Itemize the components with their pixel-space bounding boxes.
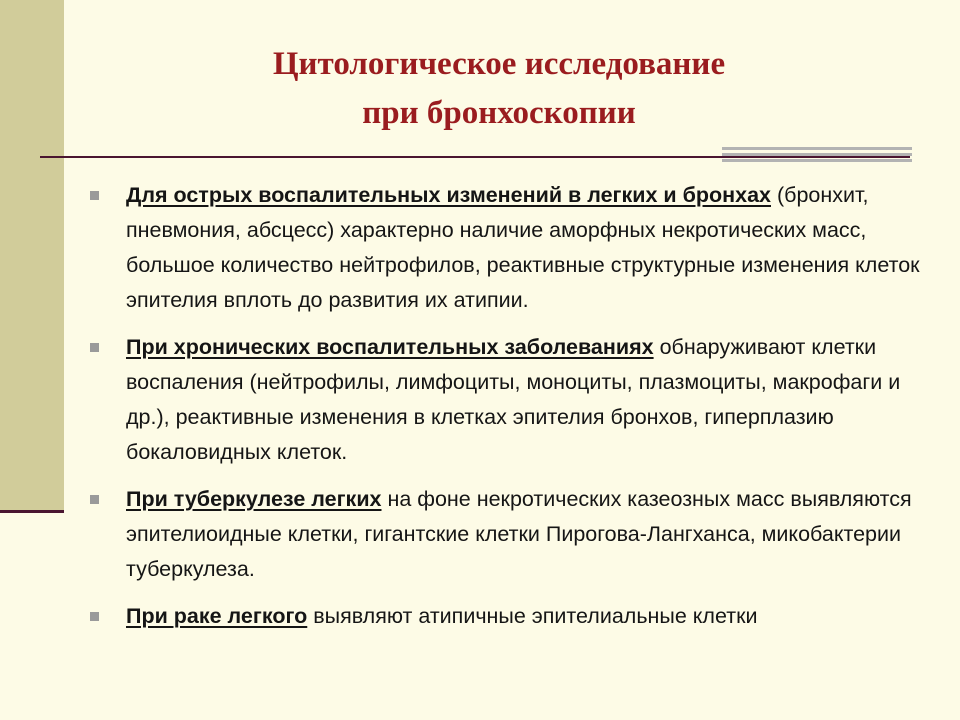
bullet-item-chronic-inflammation	[90, 330, 930, 470]
square-bullet-icon	[90, 343, 99, 352]
bullet-lead-text: Для острых воспалительных изменений в легких и бронхах	[126, 183, 771, 207]
slide-title-line-2: при бронхоскопии	[362, 95, 636, 131]
side-decoration-bar	[0, 0, 64, 513]
bullet-lead-text: При раке легкого	[126, 604, 308, 628]
bullet-body-text: выявляют атипичные эпителиальные клетки	[307, 604, 758, 628]
slide-title	[64, 40, 934, 138]
side-decoration-rule	[0, 510, 64, 513]
square-bullet-icon	[90, 612, 99, 621]
bullet-body-text: (бронхит, пневмония, абсцесс) характерно наличие аморфных некротических масс, большое количество нейтрофилов, реактивные структурные изменения клеток эпителия вплоть до развития их атипии.	[126, 183, 920, 312]
title-divider-accent	[722, 147, 912, 165]
slide-title-line-1: Цитологическое исследование	[272, 46, 726, 82]
bullet-lead-text: При хронических воспалительных заболеваниях	[126, 335, 654, 359]
bullet-list	[90, 178, 930, 634]
square-bullet-icon	[90, 191, 99, 200]
bullet-body-text: обнаруживают клетки воспаления (нейтрофилы, лимфоциты, моноциты, плазмоциты, макрофаги и др.), реактивные изменения в клетках эпителия бронхов, гиперплазию бокаловидных клеток.	[126, 335, 901, 464]
bullet-item-tuberculosis	[90, 482, 930, 587]
bullet-item-acute-inflammation	[90, 178, 930, 318]
bullet-lead-text: При туберкулезе легких	[126, 487, 382, 511]
bullet-body-text: на фоне некротических казеозных масс выявляются эпителиоидные клетки, гигантские клетки Пирогова-Лангханса, микобактерии туберкулеза.	[126, 487, 912, 581]
bullet-item-lung-cancer	[90, 599, 930, 634]
square-bullet-icon	[90, 495, 99, 504]
